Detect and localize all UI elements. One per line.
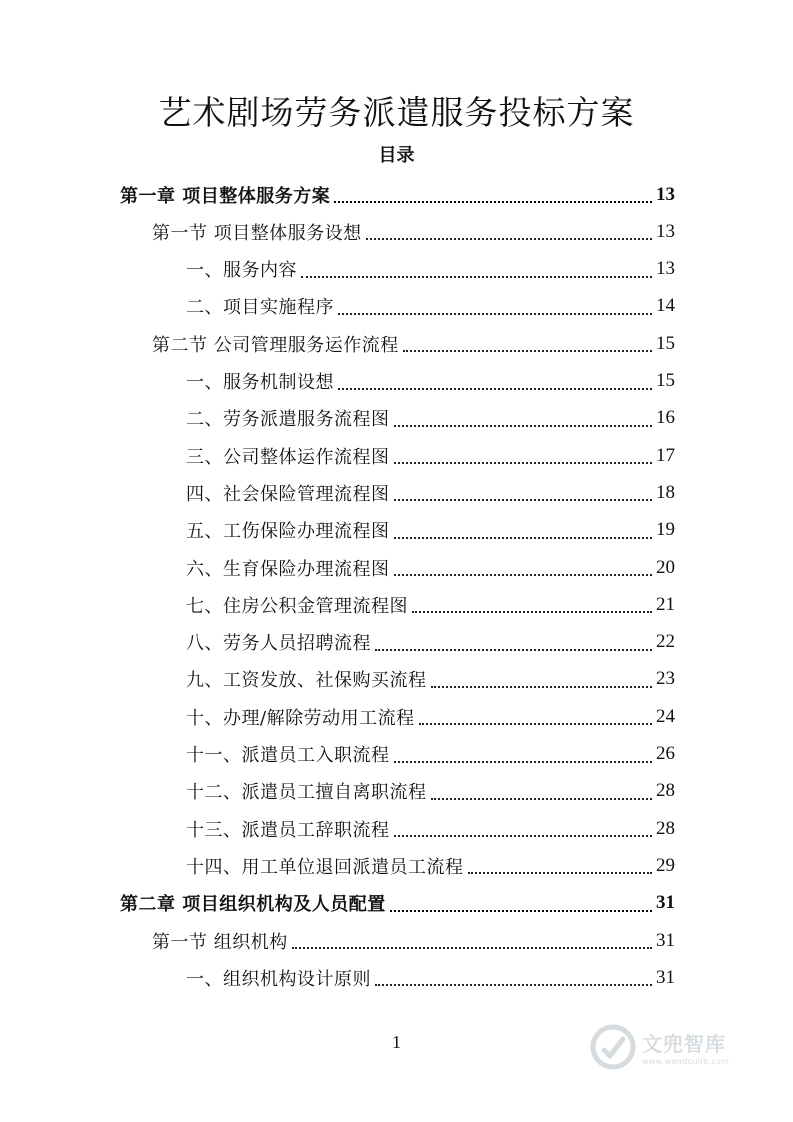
toc-entry-page: 13 xyxy=(656,258,675,280)
toc-entry-page: 20 xyxy=(656,556,675,578)
watermark-name: 文兜智库 xyxy=(642,1032,726,1056)
toc-entry-label: 八、劳务人员招聘流程 xyxy=(186,633,371,655)
toc-entry[interactable] xyxy=(186,437,675,474)
toc-dot-leader xyxy=(394,424,653,427)
toc-entry-page: 18 xyxy=(656,481,675,503)
toc-entry-page: 28 xyxy=(656,780,675,802)
toc-entry[interactable] xyxy=(186,698,675,735)
toc-entry-label: 一、服务内容 xyxy=(186,260,297,282)
toc-entry[interactable] xyxy=(186,512,675,549)
toc-entry-label: 一、服务机制设想 xyxy=(186,372,334,393)
toc-entry-page: 31 xyxy=(656,892,675,914)
toc-entry[interactable] xyxy=(186,624,675,661)
toc-dot-leader xyxy=(390,909,652,912)
toc-entry-page: 23 xyxy=(656,668,675,690)
toc-entry-label: 十二、派遣员工擅自离职流程 xyxy=(186,782,427,804)
toc-entry-label: 第一章 项目整体服务方案 xyxy=(120,185,331,207)
toc-dot-leader xyxy=(334,200,652,203)
toc-dot-leader xyxy=(394,498,653,501)
toc-entry-label: 七、住房公积金管理流程图 xyxy=(186,595,408,617)
toc-entry[interactable] xyxy=(186,810,675,847)
toc-heading: 目录 xyxy=(378,145,415,166)
toc-entry-label: 十三、派遣员工辞职流程 xyxy=(186,819,390,841)
toc-entry-label: 二、项目实施程序 xyxy=(186,297,334,319)
toc-entry-page: 13 xyxy=(656,183,675,205)
toc-entry[interactable] xyxy=(120,176,675,213)
toc-entry[interactable] xyxy=(186,251,675,288)
toc-entry-label: 第一节 组织机构 xyxy=(152,931,288,953)
toc-dot-leader xyxy=(394,573,653,576)
toc-entry[interactable] xyxy=(186,847,675,884)
toc-entry-page: 28 xyxy=(656,817,675,839)
toc-dot-leader xyxy=(419,722,652,725)
toc-dot-leader xyxy=(394,536,653,539)
toc-entry-page: 15 xyxy=(656,332,675,354)
toc-dot-leader xyxy=(412,610,652,613)
toc-entry[interactable] xyxy=(186,363,675,400)
toc-dot-leader xyxy=(292,946,652,949)
toc-entry[interactable] xyxy=(186,661,675,698)
toc-entry-page: 22 xyxy=(656,631,675,653)
toc-entry-page: 31 xyxy=(656,966,675,988)
toc-entry[interactable] xyxy=(186,959,675,996)
toc-entry-page: 16 xyxy=(656,407,675,429)
toc-dot-leader xyxy=(366,237,652,240)
toc-dot-leader xyxy=(375,648,652,651)
toc-dot-leader xyxy=(338,387,652,390)
toc-entry[interactable] xyxy=(186,773,675,810)
toc-entry-label: 三、公司整体运作流程图 xyxy=(186,446,390,468)
toc-entry-page: 19 xyxy=(656,519,675,541)
toc-entry[interactable] xyxy=(152,325,675,362)
toc-entry-page: 29 xyxy=(656,854,675,876)
toc-entry[interactable] xyxy=(186,586,675,623)
toc-entry-label: 四、社会保险管理流程图 xyxy=(186,483,390,505)
toc-entry[interactable] xyxy=(186,288,675,325)
toc-entry-page: 26 xyxy=(656,743,675,764)
toc-entry-label: 第一节 项目整体服务设想 xyxy=(152,222,362,244)
toc-entry-page: 24 xyxy=(656,705,675,727)
document-title: 艺术剧场劳务派遣服务投标方案 xyxy=(158,93,635,132)
toc-dot-leader xyxy=(301,275,652,278)
watermark xyxy=(590,1018,760,1076)
toc-entry-page: 13 xyxy=(656,220,675,242)
toc-dot-leader xyxy=(403,349,652,352)
toc-entry[interactable] xyxy=(186,400,675,437)
toc-dot-leader xyxy=(375,983,652,986)
toc-entry-label: 二、劳务派遣服务流程图 xyxy=(186,409,390,431)
toc-dot-leader xyxy=(394,461,653,464)
toc-entry-label: 十一、派遣员工入职流程 xyxy=(186,745,390,766)
toc-dot-leader xyxy=(468,871,653,874)
watermark-url: www.wendoulib.com xyxy=(642,1057,730,1066)
toc-entry-page: 14 xyxy=(656,295,675,317)
toc-entry-page: 15 xyxy=(656,370,675,391)
toc-entry-label: 十、办理/解除劳动用工流程 xyxy=(186,707,415,729)
toc-entry-label: 五、工伤保险办理流程图 xyxy=(186,521,390,543)
toc-entry[interactable] xyxy=(186,549,675,586)
toc-entry[interactable] xyxy=(120,885,675,922)
toc-dot-leader xyxy=(431,797,653,800)
toc-entry-label: 十四、用工单位退回派遣员工流程 xyxy=(186,856,464,878)
toc-dot-leader xyxy=(394,760,653,763)
toc-dot-leader xyxy=(431,685,653,688)
toc-entry-label: 六、生育保险办理流程图 xyxy=(186,558,390,580)
toc-entry-page: 17 xyxy=(656,444,675,466)
toc-entry-label: 一、组织机构设计原则 xyxy=(186,968,371,990)
toc-dot-leader xyxy=(338,312,652,315)
toc-entry-label: 九、工资发放、社保购买流程 xyxy=(186,670,427,692)
toc-entry-label: 第二章 项目组织机构及人员配置 xyxy=(120,894,386,916)
toc-entry-page: 21 xyxy=(656,593,675,615)
toc-entry[interactable] xyxy=(152,922,675,959)
toc-entry[interactable] xyxy=(186,736,675,773)
toc-entry-page: 31 xyxy=(656,929,675,951)
toc-entry[interactable] xyxy=(186,474,675,511)
watermark-logo-icon xyxy=(590,1024,636,1070)
toc-entry-label: 第二节 公司管理服务运作流程 xyxy=(152,334,399,356)
toc-dot-leader xyxy=(394,834,653,837)
toc-entry[interactable] xyxy=(152,213,675,250)
page-number: 1 xyxy=(392,1032,401,1052)
